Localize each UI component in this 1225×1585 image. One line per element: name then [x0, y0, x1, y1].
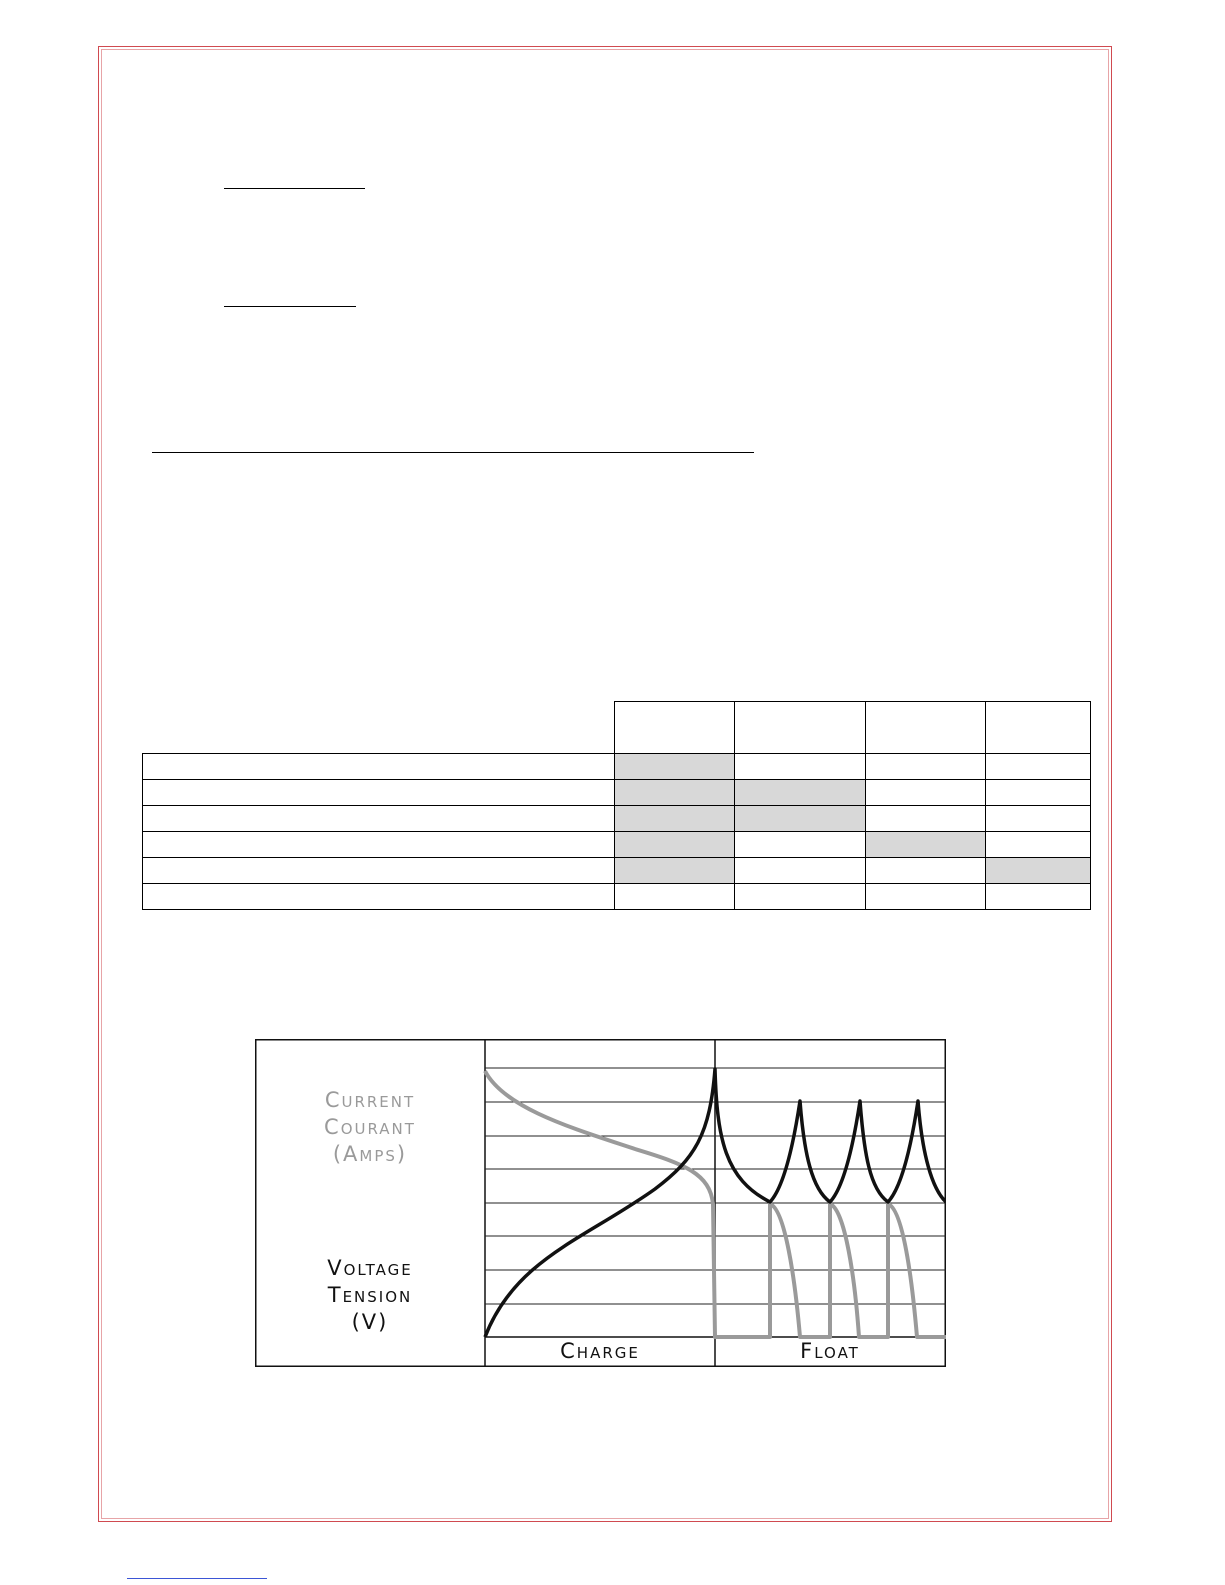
table-cell-filled [615, 832, 735, 858]
charge-float-chart [255, 1039, 946, 1367]
table-row [143, 754, 1091, 780]
table-cell-filled [735, 780, 866, 806]
table-cell [735, 884, 866, 910]
table-cell [735, 832, 866, 858]
table-cell-filled [986, 858, 1091, 884]
table-header-cell [615, 702, 735, 754]
heading-underline-2 [224, 306, 356, 307]
table-cell [986, 832, 1091, 858]
voltage-label [327, 1256, 413, 1334]
table-header-cell [866, 702, 986, 754]
table-cell [866, 884, 986, 910]
table-row-label-cell [143, 754, 615, 780]
table-row-label-cell [143, 832, 615, 858]
table-cell [986, 806, 1091, 832]
table-row-label-cell [143, 858, 615, 884]
heading-underline-1 [224, 188, 365, 189]
table-row [143, 780, 1091, 806]
phase-label-float: Float [800, 1339, 860, 1363]
table-header-cell [735, 702, 866, 754]
table-cell [866, 754, 986, 780]
section-underline [152, 452, 754, 453]
table-cell [986, 884, 1091, 910]
table-cell-filled [615, 780, 735, 806]
table-row-label-cell [143, 780, 615, 806]
current-label-line-1: Current [324, 1088, 416, 1112]
selection-table [142, 701, 1091, 910]
table-cell-filled [615, 806, 735, 832]
table-row [143, 832, 1091, 858]
table-cell-filled [615, 754, 735, 780]
voltage-label-line-2: Tension [327, 1283, 413, 1307]
current-label [324, 1088, 416, 1166]
table-cell [866, 806, 986, 832]
table-row [143, 884, 1091, 910]
table-cell-filled [615, 858, 735, 884]
footer-link-underline [127, 1578, 267, 1579]
table-cell [615, 884, 735, 910]
voltage-label-line-3: (V) [351, 1310, 389, 1334]
table-cell-filled [735, 806, 866, 832]
table-cell [735, 858, 866, 884]
table-cell [986, 780, 1091, 806]
table-row-label-cell [143, 884, 615, 910]
voltage-label-line-1: Voltage [327, 1256, 413, 1280]
table-cell [986, 754, 1091, 780]
table-header-row [143, 702, 1091, 754]
phase-label-charge: Charge [560, 1339, 640, 1363]
table-cell [735, 754, 866, 780]
current-label-line-3: (Amps) [332, 1142, 408, 1166]
table-cell [866, 780, 986, 806]
current-label-line-2: Courant [324, 1115, 416, 1139]
table-cell [866, 858, 986, 884]
table-row [143, 806, 1091, 832]
table-row [143, 858, 1091, 884]
table-cell-filled [866, 832, 986, 858]
table-row-label-cell [143, 806, 615, 832]
table-header-cell [986, 702, 1091, 754]
table-header-blank [143, 702, 615, 754]
